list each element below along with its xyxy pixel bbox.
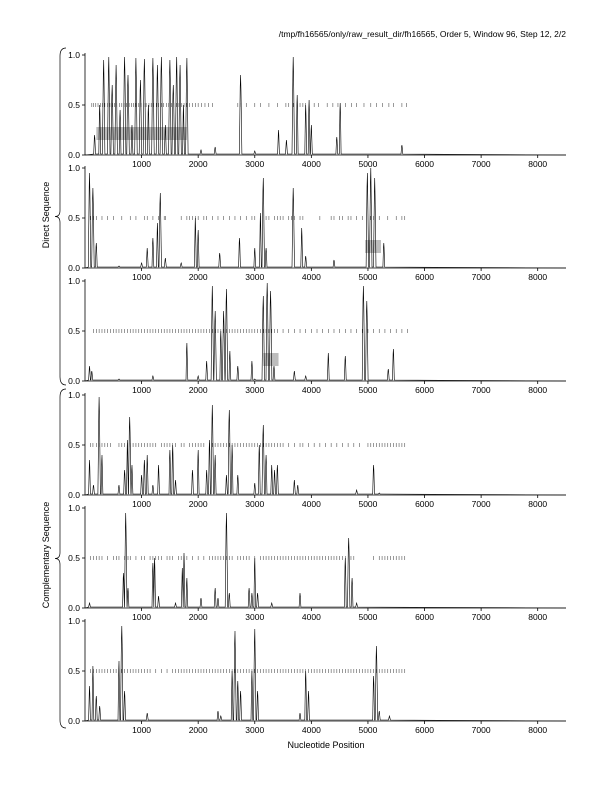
bracket-complementary <box>55 389 66 728</box>
x-tick-label: 6000 <box>415 385 434 395</box>
x-tick-label: 7000 <box>471 612 491 622</box>
x-tick-label: 8000 <box>528 159 548 169</box>
group-brackets <box>55 48 66 728</box>
group-label-direct: Direct Sequence <box>41 181 51 249</box>
score-line <box>85 513 566 608</box>
x-tick-label: 1000 <box>132 499 152 509</box>
x-tick-label: 1000 <box>132 159 152 169</box>
x-tick-label: 6000 <box>415 499 434 509</box>
x-tick-label: 2000 <box>188 272 208 282</box>
y-tick-label: 0.0 <box>68 490 80 500</box>
y-tick-label: 0.5 <box>68 213 80 223</box>
x-tick-label: 3000 <box>245 612 265 622</box>
panel-6 <box>68 616 566 735</box>
x-tick-label: 3000 <box>245 272 265 282</box>
x-tick-label: 5000 <box>358 272 378 282</box>
x-tick-label: 7000 <box>471 272 491 282</box>
x-tick-label: 1000 <box>132 725 152 735</box>
y-tick-label: 0.0 <box>68 376 80 386</box>
x-tick-label: 6000 <box>415 612 434 622</box>
x-tick-label: 8000 <box>528 725 548 735</box>
x-tick-label: 1000 <box>132 385 152 395</box>
highlight-region-1 <box>365 240 381 253</box>
x-tick-label: 5000 <box>358 725 378 735</box>
panels <box>68 50 566 735</box>
x-tick-label: 6000 <box>415 725 434 735</box>
panel-3 <box>68 276 566 395</box>
x-axis-label: Nucleotide Position <box>287 740 365 750</box>
score-line <box>85 626 566 721</box>
panel-5 <box>68 503 566 622</box>
x-tick-label: 7000 <box>471 159 491 169</box>
y-tick-label: 1.0 <box>68 503 80 513</box>
y-tick-label: 0.0 <box>68 150 80 160</box>
x-tick-label: 2000 <box>188 725 208 735</box>
score-line <box>85 57 566 155</box>
y-tick-label: 0.5 <box>68 440 80 450</box>
x-tick-label: 4000 <box>301 725 321 735</box>
y-tick-label: 0.5 <box>68 553 80 563</box>
highlight-region-1 <box>263 353 278 366</box>
x-tick-label: 7000 <box>471 725 491 735</box>
x-tick-label: 8000 <box>528 385 548 395</box>
header-title: /tmp/fh16565/only/raw_result_dir/fh16565, Order 5, Window 96, Step 12, 2/2 <box>278 29 566 39</box>
x-tick-label: 7000 <box>471 385 491 395</box>
x-tick-label: 5000 <box>358 612 378 622</box>
y-tick-label: 1.0 <box>68 50 80 60</box>
x-tick-label: 8000 <box>528 499 548 509</box>
score-line <box>85 283 566 381</box>
group-label-complementary: Complementary Sequence <box>41 501 51 609</box>
y-tick-label: 0.5 <box>68 326 80 336</box>
x-tick-label: 4000 <box>301 159 321 169</box>
x-tick-label: 6000 <box>415 159 434 169</box>
y-tick-label: 1.0 <box>68 276 80 286</box>
x-tick-label: 2000 <box>188 499 208 509</box>
panel-1 <box>68 50 566 169</box>
x-tick-label: 1000 <box>132 272 152 282</box>
x-tick-label: 2000 <box>188 612 208 622</box>
x-tick-label: 3000 <box>245 385 265 395</box>
y-tick-label: 1.0 <box>68 163 80 173</box>
x-tick-label: 4000 <box>301 272 321 282</box>
x-tick-label: 8000 <box>528 272 548 282</box>
y-tick-label: 1.0 <box>68 390 80 400</box>
x-tick-label: 6000 <box>415 272 434 282</box>
x-tick-label: 8000 <box>528 612 548 622</box>
y-tick-label: 0.0 <box>68 263 80 273</box>
x-tick-label: 3000 <box>245 725 265 735</box>
y-tick-label: 0.0 <box>68 716 80 726</box>
x-tick-label: 5000 <box>358 159 378 169</box>
x-tick-label: 4000 <box>301 612 321 622</box>
y-tick-label: 0.0 <box>68 603 80 613</box>
x-tick-label: 3000 <box>245 159 265 169</box>
y-tick-label: 1.0 <box>68 616 80 626</box>
x-tick-label: 3000 <box>245 499 265 509</box>
x-tick-label: 5000 <box>358 499 378 509</box>
x-tick-label: 4000 <box>301 385 321 395</box>
score-line <box>85 168 566 268</box>
x-tick-label: 2000 <box>188 159 208 169</box>
x-tick-label: 7000 <box>471 499 491 509</box>
panel-2 <box>68 163 566 282</box>
x-tick-label: 1000 <box>132 612 152 622</box>
x-tick-label: 2000 <box>188 385 208 395</box>
bracket-direct <box>55 48 66 385</box>
x-tick-label: 4000 <box>301 499 321 509</box>
panel-4 <box>68 390 566 509</box>
x-tick-label: 5000 <box>358 385 378 395</box>
y-tick-label: 0.5 <box>68 100 80 110</box>
y-tick-label: 0.5 <box>68 666 80 676</box>
